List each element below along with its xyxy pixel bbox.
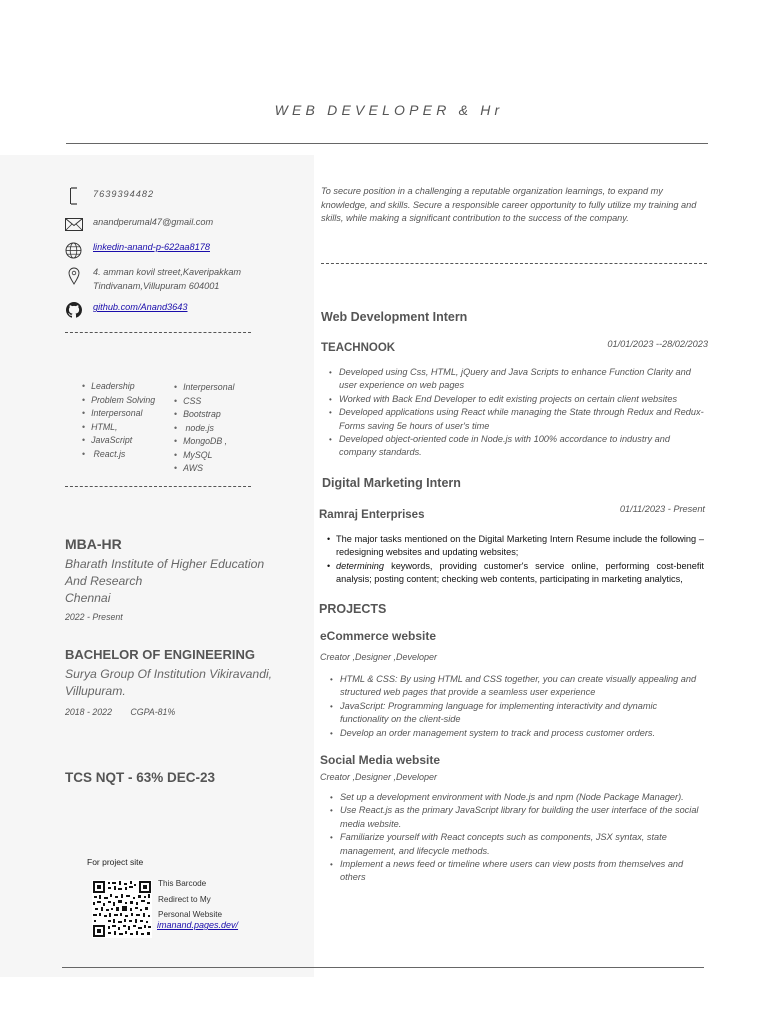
- project-bullet: • Set up a development environment with Node.js and npm (Node Package Manager).: [330, 791, 706, 804]
- job-bullets: [327, 533, 704, 587]
- degree-title: MBA-HR: [65, 536, 122, 552]
- skill-item: • Interpersonal: [82, 407, 155, 421]
- contact-address-row: [64, 266, 241, 293]
- envelope-icon: [64, 216, 83, 232]
- skill-item: • CSS: [174, 395, 234, 409]
- job-title: Web Development Intern: [321, 310, 468, 324]
- project-role: Creator ,Designer ,Developer: [320, 652, 438, 662]
- qr-caption-line-2: Redirect to My: [158, 895, 211, 904]
- personal-website-link[interactable]: imanand.pages.dev/: [157, 920, 239, 930]
- bottom-divider: [62, 967, 704, 968]
- project-bullet: • Develop an order management system to track and process customer orders.: [330, 727, 705, 740]
- job-date: 01/01/2023 --28/02/2023: [607, 339, 708, 349]
- objective-text: To secure position in a challenging a reputable organization learnings, to expand my knowledge, and skills. Secure a responsible career opportunity to fully utilize my training and skills, while making a significant contribution to the success of the company.: [321, 186, 697, 223]
- resume-title: WEB DEVELOPER & Hr: [274, 102, 504, 118]
- email-address: anandperumal47@gmail.com: [93, 217, 214, 227]
- skill-item: • Interpersonal: [174, 381, 234, 395]
- project-bullet: • Implement a news feed or timeline where users can view posts from themselves and others: [330, 858, 706, 885]
- job-bullet: • Developed object-oriented code in Node.js with 100% accordance to industry and company standards.: [329, 433, 705, 460]
- location-pin-icon: [64, 266, 83, 286]
- job-date: 01/11/2023 - Present: [619, 504, 705, 514]
- company-name: Ramraj Enterprises: [319, 509, 425, 521]
- top-divider: [66, 143, 708, 144]
- qr-caption-line-1: This Barcode: [158, 879, 207, 888]
- company-name: TEACHNOOK: [321, 342, 396, 354]
- skill-item: • node.js: [174, 422, 234, 436]
- skill-item: • HTML,: [82, 421, 155, 435]
- education-date: 2022 - Present: [65, 612, 123, 622]
- job-title: Digital Marketing Intern: [322, 476, 461, 490]
- project-bullet: • Familiarize yourself with React concepts such as components, JSX syntax, state management, and lifecycle methods.: [330, 831, 706, 858]
- education-score: CGPA-81%: [130, 707, 176, 717]
- project-role: Creator ,Designer ,Developer: [320, 772, 438, 782]
- project-bullet: • Use React.js as the primary JavaScript library for building the user interface of the social media website.: [330, 804, 706, 831]
- skills-list-2: [174, 381, 234, 476]
- certification: TCS NQT - 63% DEC-23: [65, 770, 216, 785]
- projects-heading: PROJECTS: [319, 602, 387, 616]
- project-name: eCommerce website: [320, 629, 437, 643]
- skill-item: • React.js: [82, 448, 155, 462]
- sidebar-divider-2: [65, 486, 251, 487]
- skill-item: • MongoDB ,: [174, 435, 234, 449]
- project-bullet: • HTML & CSS: By using HTML and CSS together, you can create visually appealing and structured web pages that provide a seamless user experience: [330, 673, 705, 700]
- phone-icon: [64, 188, 83, 204]
- linkedin-link[interactable]: linkedin-anand-p-622aa8178: [93, 242, 210, 252]
- github-icon: [64, 302, 83, 318]
- job-bullet: • The major tasks mentioned on the Digital Marketing Intern Resume include the following – redesigning websites and updating websites;: [327, 533, 704, 560]
- skill-item: • MySQL: [174, 449, 234, 463]
- objective-divider: [321, 263, 707, 264]
- degree-title: BACHELOR OF ENGINEERING: [65, 647, 255, 662]
- job-bullets: [329, 366, 705, 460]
- contact-linkedin-row: [64, 242, 210, 258]
- job-bullet: • Worked with Back End Developer to edit existing projects on certain client websites: [329, 393, 705, 406]
- education-date: 2018 - 2022: [65, 707, 112, 717]
- phone-number: 7639394482: [93, 189, 155, 199]
- school-name: Surya Group Of Institution Vikiravandi, Villupuram.: [65, 667, 273, 698]
- qr-caption-line-3: Personal Website: [158, 910, 223, 919]
- education-date-row: [65, 707, 175, 717]
- address-line-2: Tindivanam,Villupuram 604001: [93, 280, 220, 291]
- skill-item: • Leadership: [82, 380, 155, 394]
- project-bullets: [330, 673, 705, 740]
- skill-item: • JavaScript: [82, 434, 155, 448]
- qr-code-icon[interactable]: [92, 880, 152, 938]
- school-name: Bharath Institute of Higher Education And Research Chennai: [65, 557, 265, 605]
- contact-phone-row: [64, 188, 154, 204]
- address: [93, 266, 241, 293]
- skill-item: • Problem Solving: [82, 394, 155, 408]
- contact-email-row: [64, 216, 213, 232]
- globe-icon: [64, 242, 83, 258]
- job-bullet: [327, 560, 704, 587]
- skill-item: • AWS: [174, 462, 234, 476]
- skill-item: • Bootstrap: [174, 408, 234, 422]
- github-link[interactable]: github.com/Anand3643: [93, 302, 188, 312]
- skills-list-1: [82, 380, 155, 461]
- job-bullet-rest: keywords, providing customer's service online, performing cost-benefit analysis; posting content; checking web contents, participating in marketing analytics,: [336, 560, 704, 585]
- address-line-1: 4. amman kovil street,Kaveripakkam: [93, 267, 242, 277]
- project-name: Social Media website: [320, 753, 441, 767]
- job-bullet: • Developed using Css, HTML, jQuery and Java Scripts to enhance Function Clarity and user experience on web pages: [329, 366, 705, 393]
- project-bullet: • JavaScript: Programming language for implementing interactivity and dynamic functionality on the client-side: [330, 700, 705, 727]
- sidebar-divider-1: [65, 332, 251, 333]
- project-bullets: [330, 791, 706, 885]
- qr-heading: For project site: [87, 857, 144, 867]
- job-bullet: • Developed applications using React while managing the State through Redux and Redux-Forms saving 5e hours of user's time: [329, 406, 705, 433]
- job-bullet-emphasis: determining: [336, 560, 385, 571]
- contact-github-row: [64, 302, 188, 318]
